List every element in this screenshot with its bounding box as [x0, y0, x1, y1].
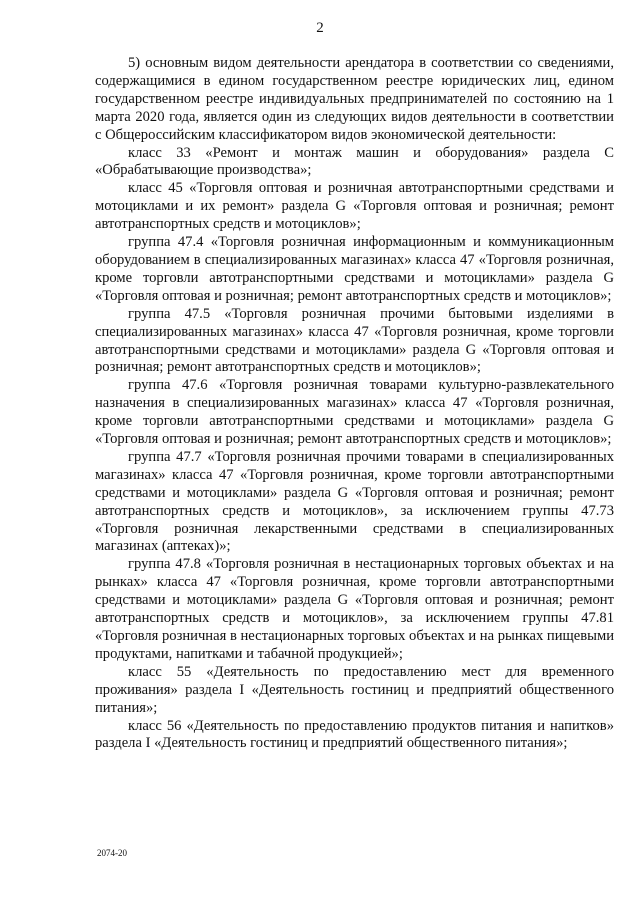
paragraph-class-45: класс 45 «Торговля оптовая и розничная автотранспортными средствами и мотоциклами и их ремонт» раздела G «Торговля оптовая и розничная; ремонт автотранспортных средств и мотоциклов»; — [95, 180, 614, 233]
document-body — [95, 55, 614, 753]
paragraph-group-47-7: группа 47.7 «Торговля розничная прочими товарами в специализированных магазинах» класса 47 «Торговля розничная, кроме торговли автотранспортными средствами и мотоциклами» раздела G «Торговля оптовая и розничная; ремонт автотранспортных средств и мотоциклов», за исключением группы 47.73 «Торговля розничная лекарственными средствами в специализированных магазинах (аптеках)»; — [95, 448, 614, 555]
paragraph-class-33: класс 33 «Ремонт и монтаж машин и оборудования» раздела С «Обрабатывающие производства»; — [95, 144, 614, 179]
paragraph-group-47-6: группа 47.6 «Торговля розничная товарами культурно-развлекательного назначения в специализированных магазинах» класса 47 «Торговля розничная, кроме торговли автотранспортными средствами и мотоциклами» раздела G «Торговля оптовая и розничная; ремонт автотранспортных средств и мотоциклов»; — [95, 377, 614, 448]
paragraph-main-activity: 5) основным видом деятельности арендатора в соответствии со сведениями, содержащимися в едином государственном реестре юридических лиц, едином государственном реестре индивидуальных предпринимателей по состоянию на 1 марта 2020 года, является один из следующих видов деятельности в соответствии с Общероссийским классификатором видов экономической деятельности: — [95, 55, 614, 143]
document-code: 2074-20 — [97, 848, 127, 858]
paragraph-group-47-8: группа 47.8 «Торговля розничная в нестационарных торговых объектах и на рынках» класса 47 «Торговля розничная, кроме торговли автотранспортными средствами и мотоциклами» раздела G «Торговля оптовая и розничная; ремонт автотранспортных средств и мотоциклов», за исключением группы 47.81 «Торговля розничная в нестационарных торговых объектах и на рынках пищевыми продуктами, напитками и табачной продукцией»; — [95, 556, 614, 662]
paragraph-class-56: класс 56 «Деятельность по предоставлению продуктов питания и напитков» раздела I «Деятельность гостиниц и предприятий общественного питания»; — [95, 717, 614, 752]
page-number: 2 — [316, 20, 324, 36]
paragraph-class-55: класс 55 «Деятельность по предоставлению мест для временного проживания» раздела I «Деятельность гостиниц и предприятий общественного питания»; — [95, 663, 614, 716]
paragraph-group-47-4: группа 47.4 «Торговля розничная информационным и коммуникационным оборудованием в специализированных магазинах» класса 47 «Торговля розничная, кроме торговли автотранспортными средствами и мотоциклами» раздела G «Торговля оптовая и розничная; ремонт автотранспортных средств и мотоциклов»; — [95, 234, 614, 304]
paragraph-group-47-5: группа 47.5 «Торговля розничная прочими бытовыми изделиями в специализированных магазинах» класса 47 «Торговля розничная, кроме торговли автотранспортными средствами и мотоциклами» раздела G «Торговля оптовая и розничная; ремонт автотранспортных средств и мотоциклов»; — [95, 305, 614, 376]
